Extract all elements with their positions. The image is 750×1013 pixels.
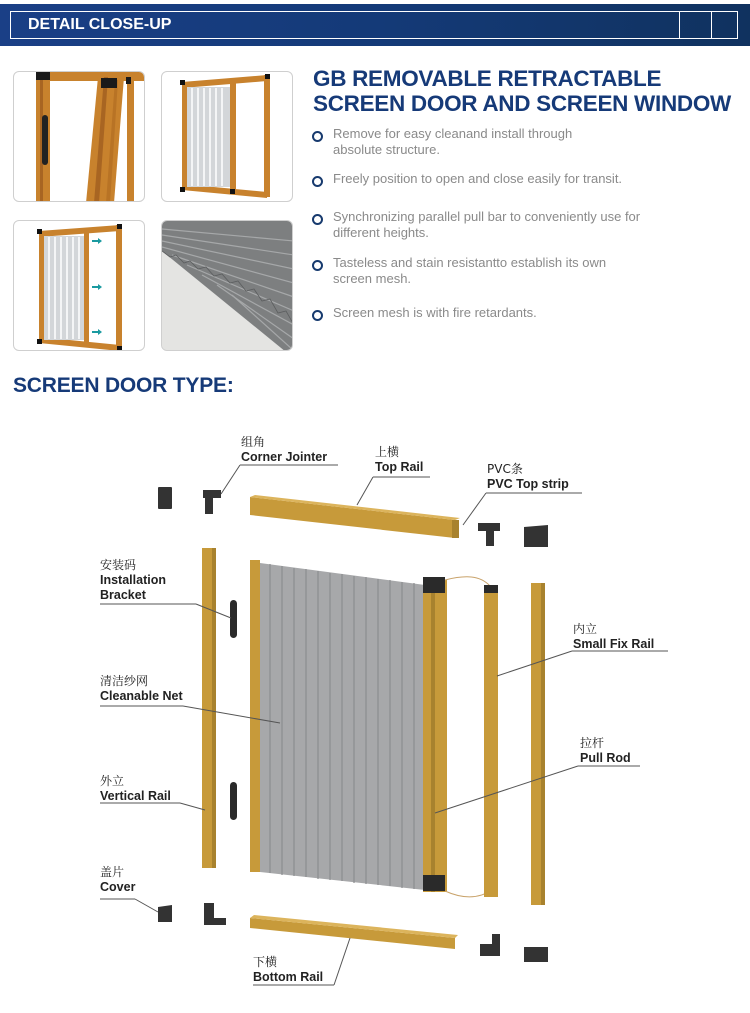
circle-bullet-icon (312, 260, 323, 271)
banner-divider (679, 12, 680, 38)
circle-bullet-icon (312, 176, 323, 187)
feature-text: absolute structure. (333, 142, 440, 157)
label-pvc-top-strip: PVC条 PVC Top strip (487, 462, 569, 491)
product-title-line1: GB REMOVABLE RETRACTABLE (313, 66, 662, 91)
product-title (313, 66, 731, 116)
label-top-rail: 上横 Top Rail (375, 445, 424, 474)
door-sliding-image (14, 221, 145, 351)
thumbnail-pleated-mesh (161, 220, 293, 351)
feature-text: Remove for easy cleanand install through (333, 126, 573, 141)
feature-text: Screen mesh is with fire retardants. (333, 305, 537, 320)
label-vertical-rail: 外立 Vertical Rail (100, 774, 171, 803)
circle-bullet-icon (312, 310, 323, 321)
arrow-right-icon (92, 238, 102, 335)
label-cleanable-net: 清洁纱网 Cleanable Net (100, 674, 183, 703)
product-title-line2: SCREEN DOOR AND SCREEN WINDOW (313, 91, 731, 116)
thumbnail-door-sliding (13, 220, 145, 351)
feature-text: Freely position to open and close easily for transit. (333, 171, 623, 186)
detail-closeup-banner (0, 4, 750, 46)
banner-divider (711, 12, 712, 38)
label-pull-rod: 拉杆 Pull Rod (580, 736, 631, 765)
exploded-diagram (0, 420, 750, 1013)
thumbnail-corner-closeup (13, 71, 145, 202)
pleated-mesh-image (162, 221, 293, 351)
label-cover: 盖片 Cover (100, 865, 136, 894)
label-installation-bracket: 安装码 Installation Bracket (100, 558, 166, 602)
label-small-fix-rail: 内立 Small Fix Rail (573, 622, 655, 651)
feature-text: screen mesh. (333, 271, 412, 286)
feature-text: Tasteless and stain resistantto establish its own (333, 255, 607, 270)
label-corner-jointer: 组角 Corner Jointer (241, 435, 328, 464)
circle-bullet-icon (312, 131, 323, 142)
thumbnail-door-half-open (161, 71, 293, 202)
circle-bullet-icon (312, 214, 323, 225)
exploded-diagram-graphic (0, 420, 750, 1013)
corner-closeup-image (14, 72, 145, 202)
banner-frame (10, 11, 738, 39)
label-bottom-rail: 下横 Bottom Rail (253, 955, 324, 984)
section-title: SCREEN DOOR TYPE: (13, 374, 234, 397)
feature-text: different heights. (333, 225, 429, 240)
door-half-open-image (162, 72, 293, 202)
feature-text: Synchronizing parallel pull bar to conveniently use for (333, 209, 641, 224)
banner-title: DETAIL CLOSE-UP (28, 16, 172, 33)
